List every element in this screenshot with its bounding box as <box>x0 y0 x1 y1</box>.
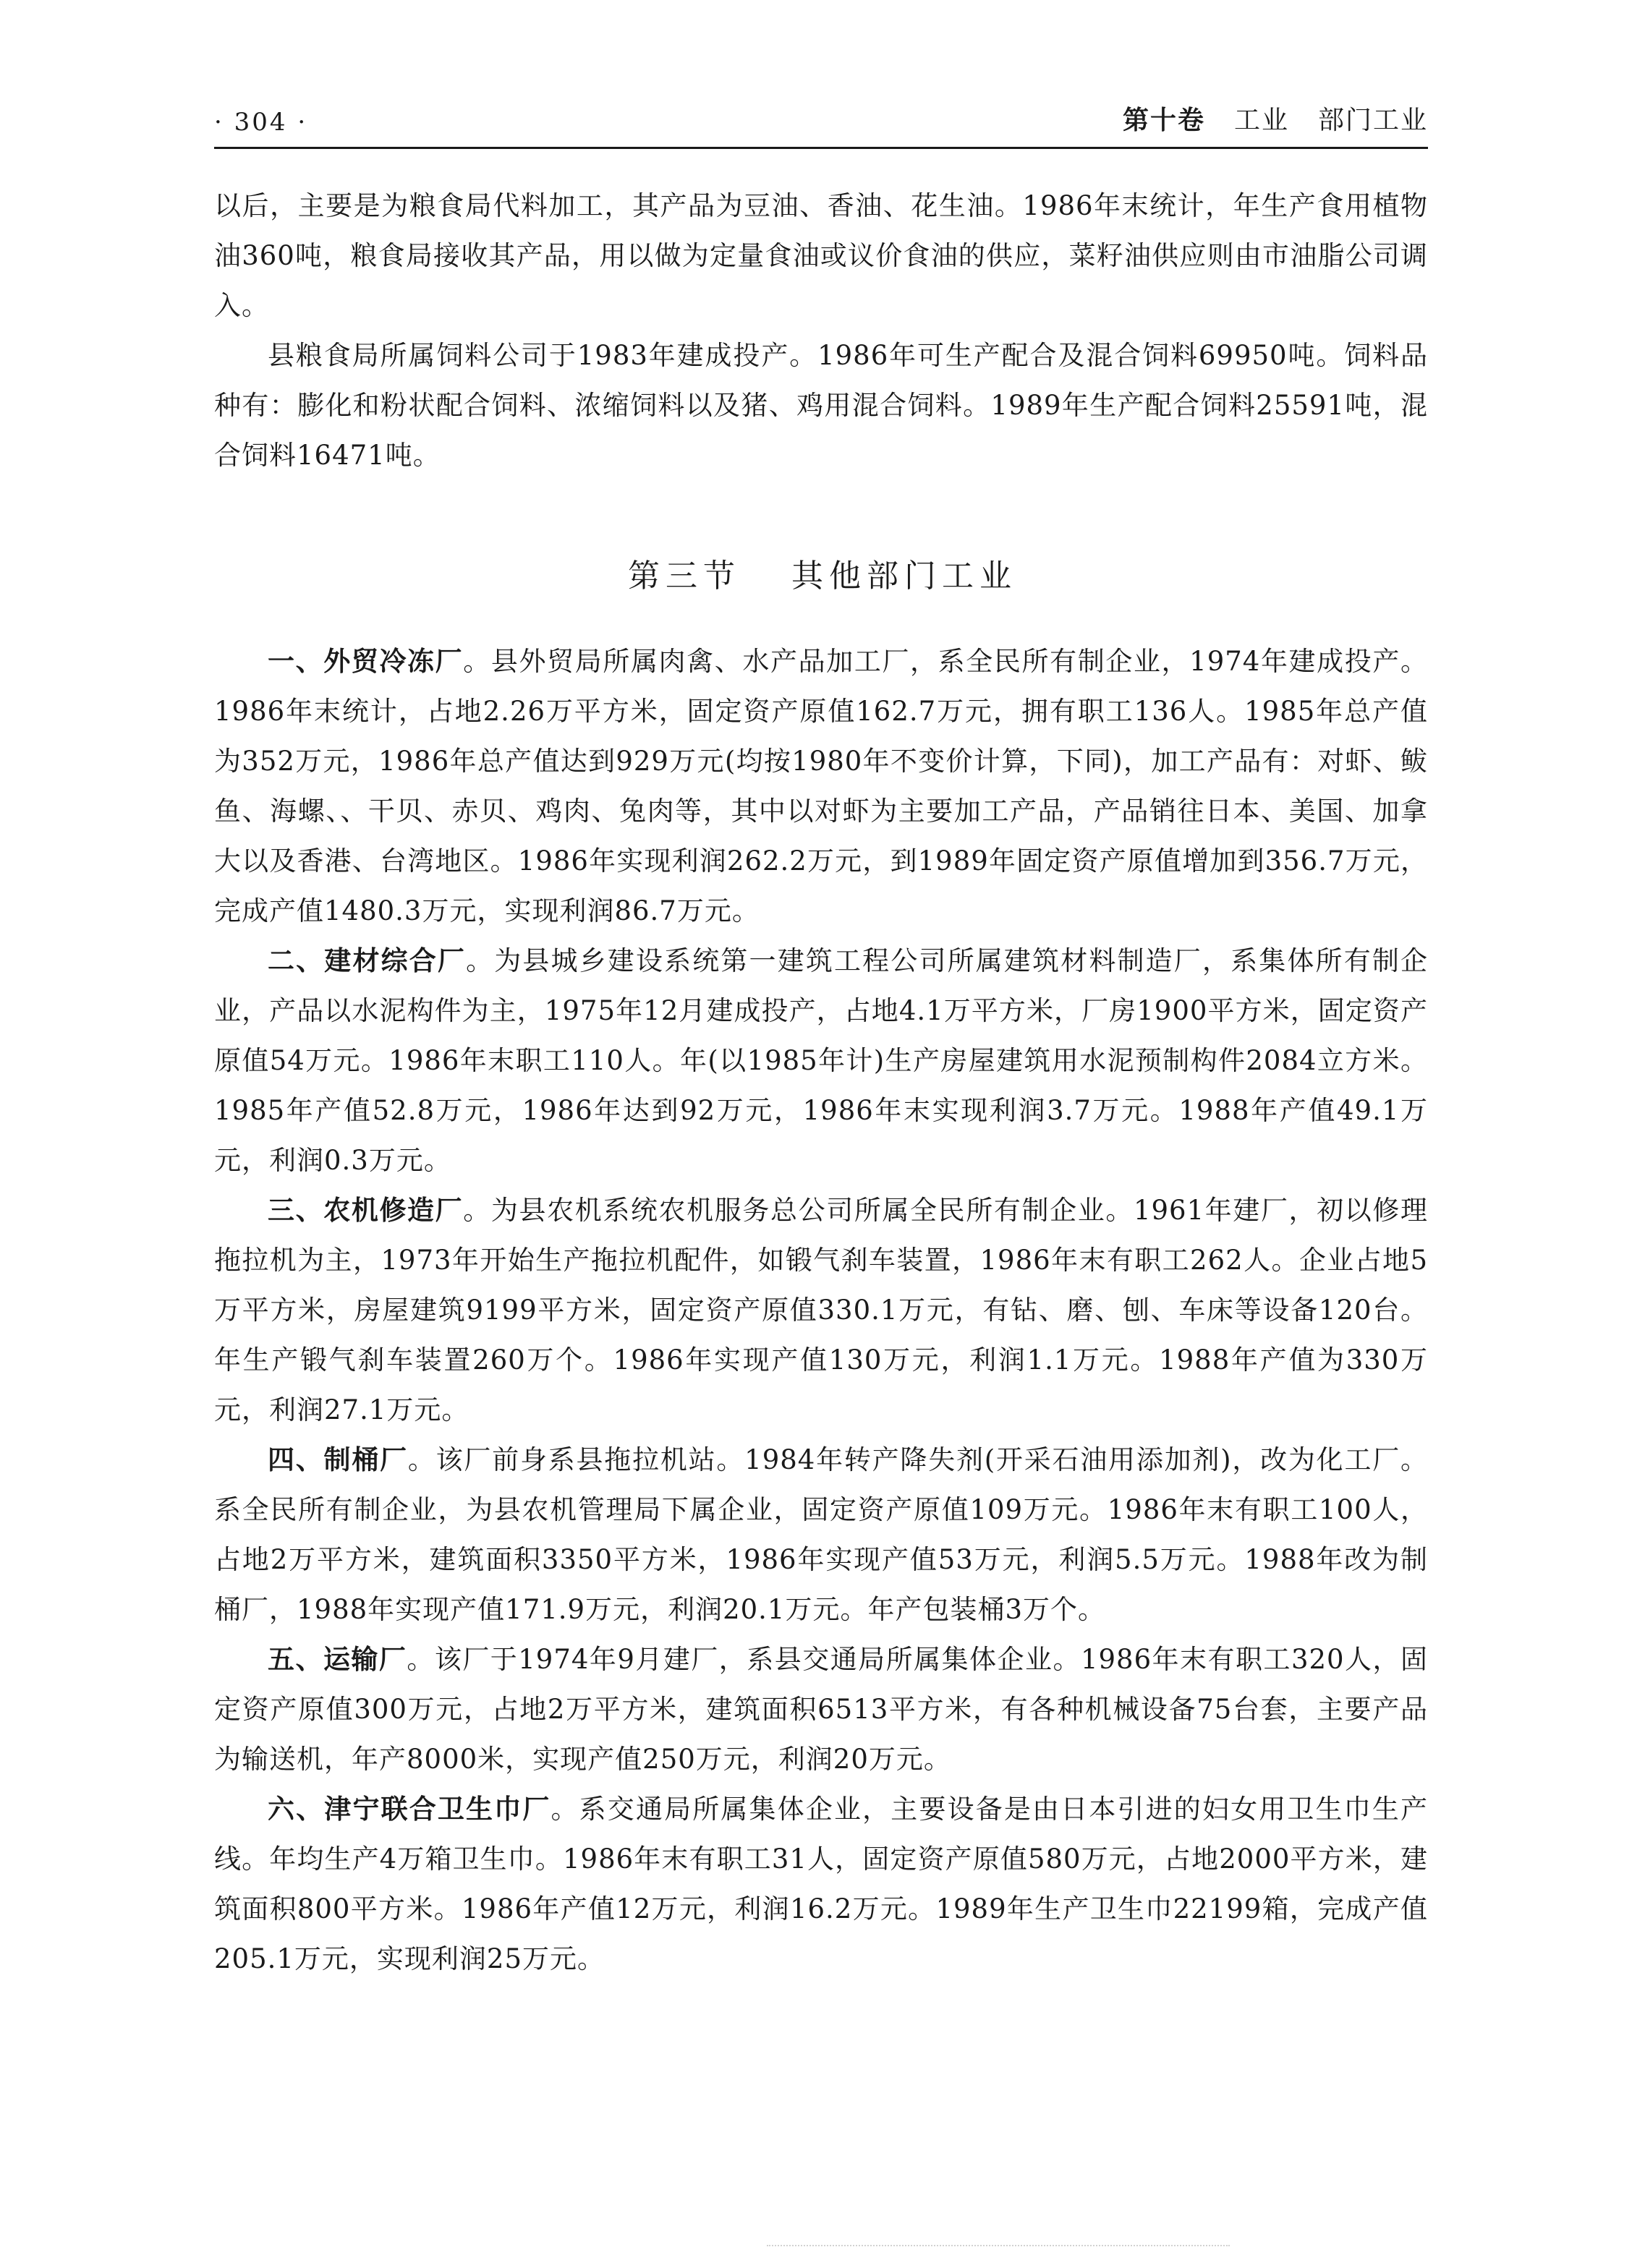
entry-building-materials-plant <box>214 936 1428 1185</box>
intro-paragraph-feed-company: 县粮食局所属饲料公司于1983年建成投产。1986年可生产配合及混合饲料69950吨。饲料品种有：膨化和粉状配合饲料、浓缩饲料以及猪、鸡用混合饲料。1989年生产配合饲料25591吨，混合饲料16471吨。 <box>214 340 1428 471</box>
entry-text: 。该厂于1974年9月建厂，系县交通局所属集体企业。1986年末有职工320人，固定资产原值300万元，占地2万平方米，建筑面积6513平方米，有各种机械设备75台套，主要产品为输送机，年产8000米，实现产值250万元，利润20万元。 <box>214 1644 1428 1775</box>
entry-heading: 二、建材综合厂 <box>268 945 467 976</box>
entry-text: 。为县城乡建设系统第一建筑工程公司所属建筑材料制造厂，系集体所有制企业，产品以水泥构件为主，1975年12月建成投产，占地4.1万平方米，厂房1900平方米，固定资产原值54万元。1986年末职工110人。年(以1985年计)生产房屋建筑用水泥预制构件2084立方米。1985年产值52.8万元，1986年达到92万元，1986年末实现利润3.7万元。1988年产值49.1万元，利润0.3万元。 <box>214 945 1429 1176</box>
volume-label: 第十卷 <box>1122 106 1205 135</box>
entry-foreign-trade-cold-storage <box>214 636 1428 936</box>
section-number: 第三节 <box>628 558 741 594</box>
entry-farm-machinery-plant <box>214 1185 1428 1435</box>
entry-text: 。为县农机系统农机服务总公司所属全民所有制企业。1961年建厂，初以修理拖拉机为主，1973年开始生产拖拉机配件，如锻气刹车装置，1986年末有职工262人。企业占地5万平方米，房屋建筑9199平方米，固定资产原值330.1万元，有钻、磨、刨、车床等设备120台。年生产锻气刹车装置260万个。1986年实现产值130万元，利润1.1万元。1988年产值为330万元，利润27.1万元。 <box>214 1195 1428 1425</box>
entry-text: 。县外贸局所属肉禽、水产品加工厂，系全民所有制企业，1974年建成投产。1986年末统计，占地2.26万平方米，固定资产原值162.7万元，拥有职工136人。1985年总产值为352万元，1986年总产值达到929万元(均按1980年不变价计算，下同)，加工产品有：对虾、鲅鱼、海螺、、干贝、赤贝、鸡肉、兔肉等，其中以对虾为主要加工产品，产品销往日本、美国、加拿大以及香港、台湾地区。1986年实现利润262.2万元，到1989年固定资产原值增加到356.7万元，完成产值1480.3万元，实现利润86.7万元。 <box>214 646 1428 926</box>
scan-artifact-line <box>767 2245 1230 2249</box>
intro-block <box>214 181 1428 480</box>
entry-heading: 六、津宁联合卫生巾厂 <box>268 1794 551 1825</box>
entry-sanitary-napkin-plant <box>214 1784 1428 1984</box>
entry-transport-plant <box>214 1634 1428 1784</box>
section-name: 其他部门工业 <box>791 558 1017 594</box>
section-title <box>0 550 1645 596</box>
entry-heading: 四、制桶厂 <box>268 1444 408 1475</box>
entry-barrel-plant <box>214 1435 1428 1634</box>
header-title <box>1123 100 1428 137</box>
entry-heading: 五、运输厂 <box>268 1644 407 1675</box>
running-header <box>214 106 1428 149</box>
page-number: · 304 · <box>214 108 308 137</box>
factory-entries <box>214 636 1428 1984</box>
section-label: 工业 <box>1233 106 1289 135</box>
entry-text: 。该厂前身系县拖拉机站。1984年转产降失剂(开采石油用添加剂)，改为化工厂。系全民所有制企业，为县农机管理局下属企业，固定资产原值109万元。1986年末有职工100人，占地2万平方米，建筑面积3350平方米，1986年实现产值53万元，利润5.5万元。1988年改为制桶厂，1988年实现产值171.9万元，利润20.1万元。年产包装桶3万个。 <box>214 1444 1429 1625</box>
entry-text: 。系交通局所属集体企业，主要设备是由日本引进的妇女用卫生巾生产线。年均生产4万箱卫生巾。1986年末有职工31人，固定资产原值580万元，占地2000平方米，建筑面积800平方米。1986年产值12万元，利润16.2万元。1989年生产卫生巾22199箱，完成产值205.1万元，实现利润25万元。 <box>214 1794 1428 1974</box>
chapter-label: 部门工业 <box>1317 106 1428 135</box>
entry-heading: 三、农机修造厂 <box>268 1195 464 1226</box>
entry-heading: 一、外贸冷冻厂 <box>268 646 464 677</box>
intro-paragraph-continued: 以后，主要是为粮食局代料加工，其产品为豆油、香油、花生油。1986年末统计，年生产食用植物油360吨，粮食局接收其产品，用以做为定量食油或议价食油的供应，菜籽油供应则由市油脂公司调入。 <box>214 190 1428 321</box>
